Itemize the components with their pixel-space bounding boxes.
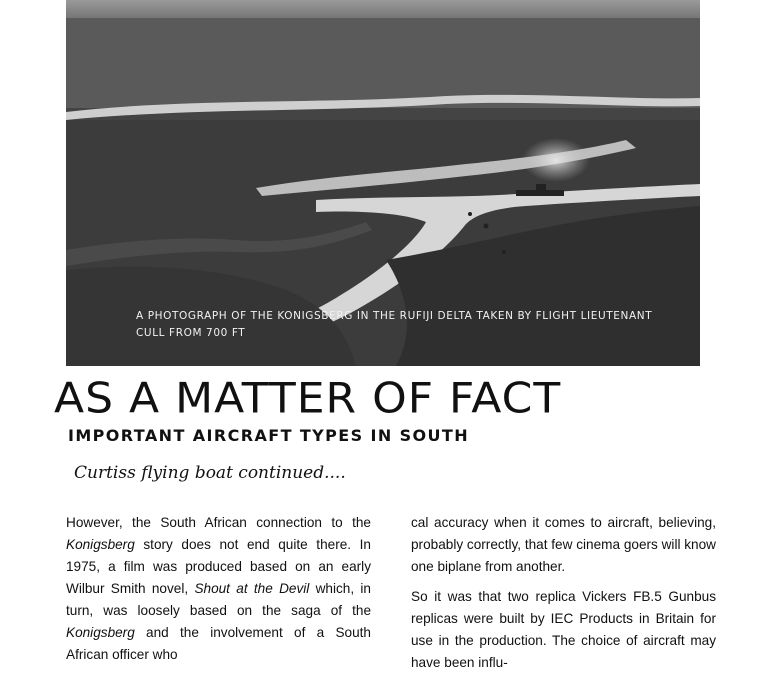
aerial-photograph	[66, 0, 700, 366]
paragraph: So it was that two replica Vickers FB.5 Gunbus replicas were built by IEC Products in Britain for use in the production. The choice of aircraft may have been influ-	[411, 589, 716, 670]
ship-name: Konigsberg	[66, 537, 135, 552]
text-run: which, in turn, was loosely based on the saga of the	[66, 581, 371, 618]
text-run: However, the South African connection to the	[66, 515, 371, 530]
paragraph	[66, 512, 371, 666]
novel-title: Shout at the Devil	[194, 581, 310, 596]
text-run: story does not end quite there. In 1975, a film was produced based on an early Wilbur Smith novel,	[66, 537, 371, 596]
article-column-left	[66, 512, 371, 674]
ship-name: Konigsberg	[66, 625, 135, 640]
photo-caption: A PHOTOGRAPH OF THE KONIGSBERG IN THE RUFIJI DELTA TAKEN BY FLIGHT LIEUTENANT CULL FROM 700 FT	[136, 310, 653, 339]
paragraph: cal accuracy when it comes to aircraft, believing, probably correctly, that few cinema goers will know one biplane from another.	[411, 515, 716, 574]
page-subtitle: IMPORTANT AIRCRAFT TYPES IN SOUTH	[68, 426, 470, 445]
page-title: AS A MATTER OF FACT	[54, 374, 562, 423]
text-run: and the involvement of a South African officer who	[66, 625, 371, 662]
lead-line: Curtiss flying boat continued....	[74, 463, 346, 483]
article-column-right	[411, 512, 716, 682]
